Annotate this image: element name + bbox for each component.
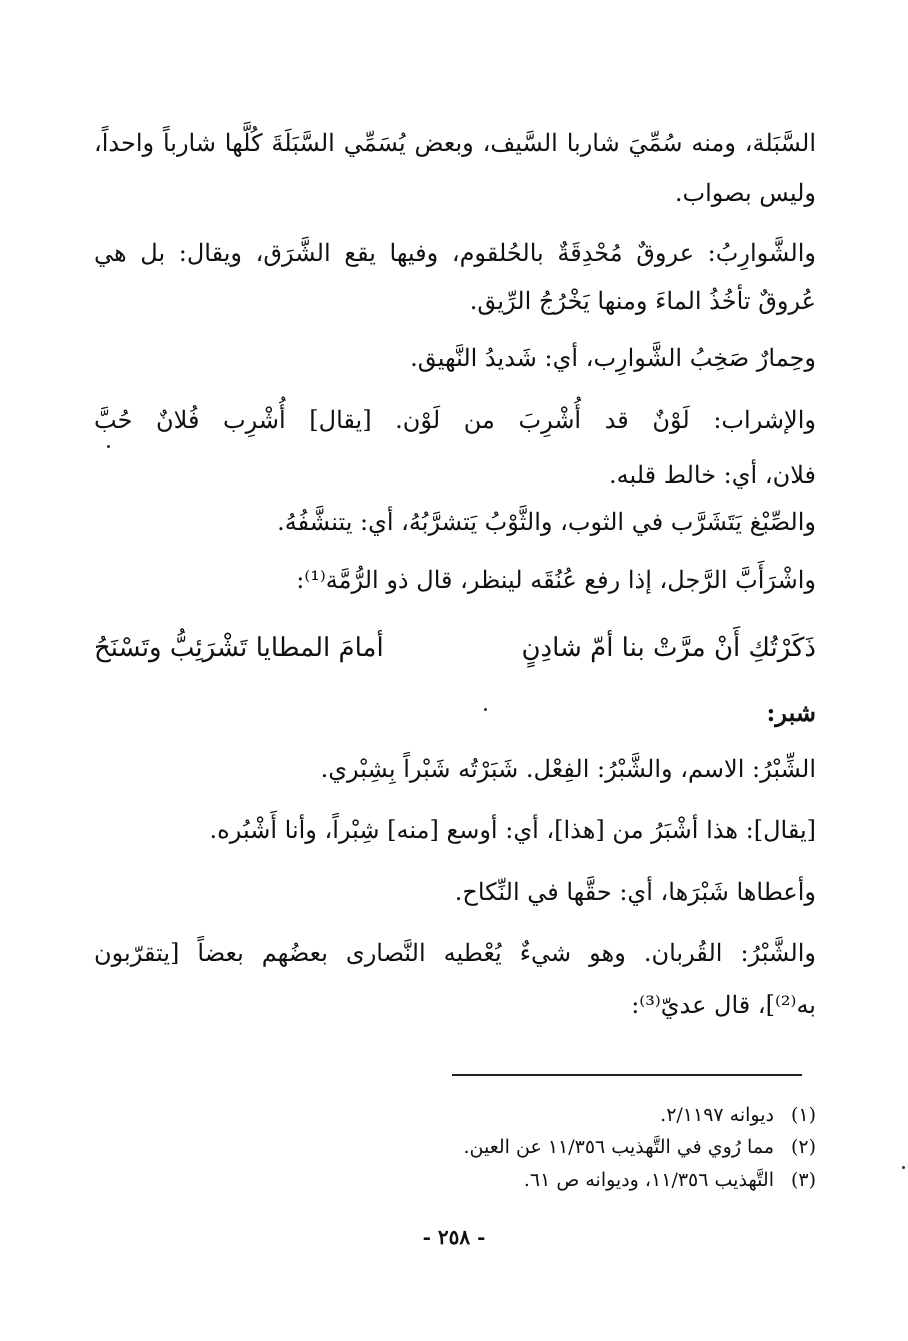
text-line-3: والشَّوارِبُ: عروقٌ مُحْدِقَةٌ بالحُلقوم، وفيها يقع الشَّرَق، ويقال: بل هي [94,239,816,267]
text-line-5: وحِمارٌ صَخِبُ الشَّوارِب، أي: شَديدُ النَّهيق. [410,344,816,372]
text-line-13: والشَّبْرُ: القُربان. وهو شيءٌ يُعْطيه النَّصارى بعضُهم بعضاً [يتقرّبون [94,939,816,967]
text-line-8: والصِّبْغ يَتَشَرَّب في الثوب، والثَّوْبُ يَتشرَّبُهُ، أي: يتنشَّفُهُ. [277,508,816,536]
scan-speck [107,445,110,448]
footnote-text: التَّهذيب ١١/٣٥٦، وديوانه ص ٦١. [523,1169,774,1191]
text-line-2: وليس بصواب. [674,179,816,207]
text-line-11: [يقال]: هذا أشْبَرُ من [هذا]، أي: أوسع [منه] شِبْراً، وأنا أَشْبُره. [209,816,816,844]
footnote-3 [94,1165,816,1195]
text-line-6: والإشراب: لَوْنٌ قد أُشْرِبَ من لَوْن. [يقال] أُشْرِب فُلانٌ حُبَّ [94,406,816,434]
footnote-separator [452,1074,802,1076]
text-line-1: السَّبَلة، ومنه سُمِّيَ شاربا السَّيف، وبعض يُسَمِّي السَّبَلَةَ كُلَّها شارباً واحداً، [94,129,816,157]
footnote-number: (١) [790,1104,816,1126]
text-line-9: واشْرَأَبَّ الرَّجل، إذا رفع عُنُقَه لينظر، قال ذو الرُّمَّة⁽¹⁾: [296,566,816,594]
footnote-text: ديوانه ٢/١١٩٧. [660,1104,774,1126]
footnote-1 [94,1100,816,1130]
footnote-text: مما رُوي في التَّهذيب ١١/٣٥٦ عن العين. [463,1136,774,1158]
verse-second-hemistich: أمامَ المطايا تَشْرَئِبُّ وتَسْنَحُ [94,633,384,663]
text-line-10: الشِّبْرُ: الاسم، والشَّبْرُ: الفِعْل. شَبَرْتُه شَبْراً بِشِبْري. [320,755,816,783]
text-line-4: عُروقٌ تأخُذُ الماءَ ومنها يَخْرُجُ الرِّيق. [469,287,816,315]
text-line-14: به⁽²⁾]، قال عديّ⁽³⁾: [631,991,816,1019]
footnote-number: (٢) [790,1136,816,1158]
footnote-2 [94,1132,816,1162]
footnote-number: (٣) [790,1169,816,1191]
text-line-7: فلان، أي: خالط قلبه. [609,461,816,489]
scan-speck [902,1166,905,1169]
text-line-12: وأعطاها شَبْرَها، أي: حقَّها في النِّكاح. [454,878,816,906]
verse-first-hemistich: ذَكَرْتُكِ أَنْ مرَّتْ بنا أمّ شادِنٍ [521,633,816,663]
scan-speck [484,708,487,711]
entry-heading: شبر: [766,698,816,727]
page-number: - ٢٥٨ - [422,1225,486,1249]
poetry-verse [94,628,816,668]
